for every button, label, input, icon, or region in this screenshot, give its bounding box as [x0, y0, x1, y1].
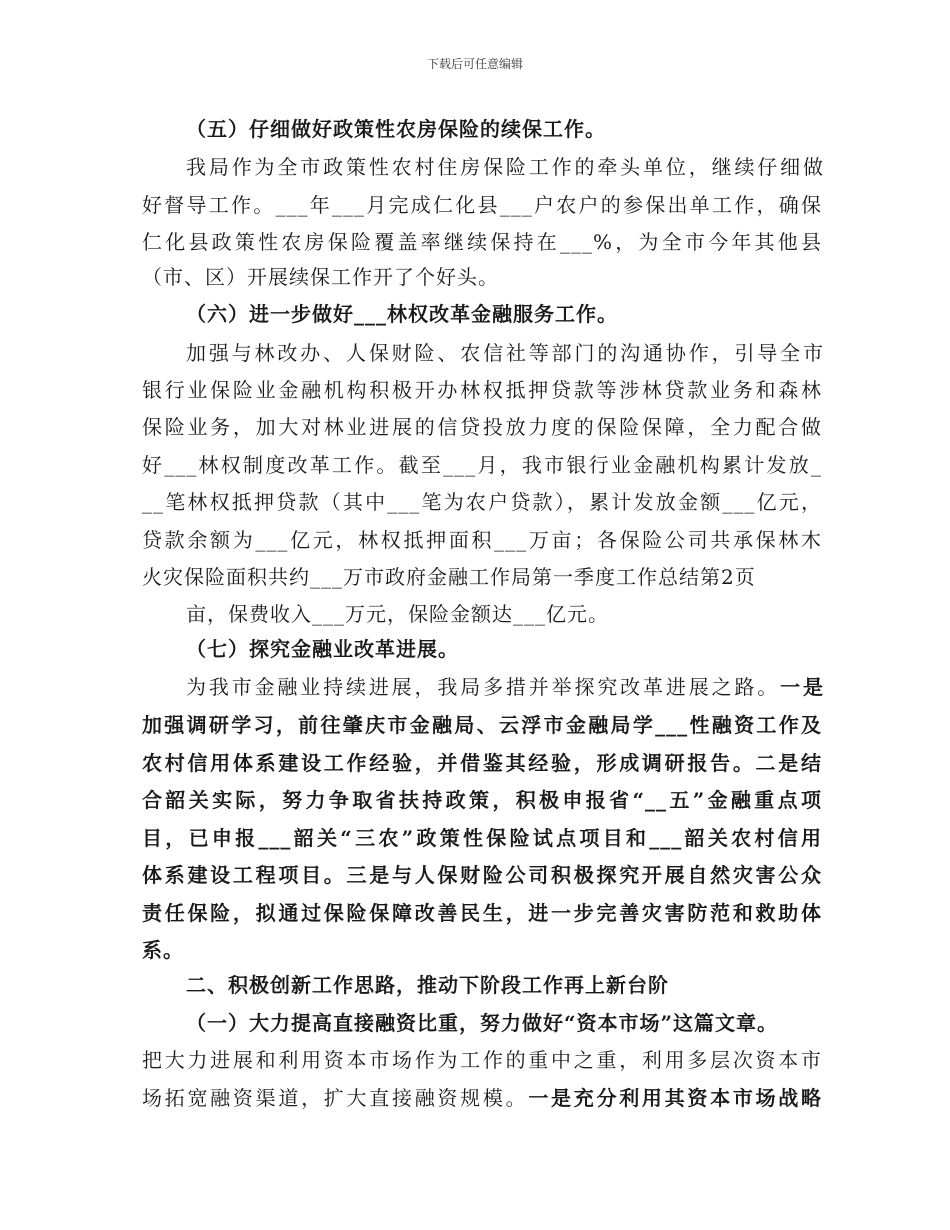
text-segment-bold: 一是充分利用其资本市场战略 — [528, 1086, 823, 1110]
text-segment: （五）仔细做好政策性农房保险的续保工作。 — [186, 117, 606, 141]
paragraph-line — [142, 1048, 822, 1072]
section-heading-2 — [186, 973, 826, 997]
paragraph-line — [142, 751, 822, 775]
text-segment: （七）探究金融业改革进展。 — [186, 637, 459, 661]
paragraph-line — [142, 193, 822, 217]
text-segment: 银行业保险业金融机构积极开办林权抵押贷款等涉林贷款业务和森林 — [142, 378, 822, 402]
paragraph-line — [142, 826, 822, 850]
text-segment: 系。 — [142, 938, 184, 962]
paragraph-line — [142, 901, 822, 925]
paragraph-line — [142, 938, 822, 962]
paragraph-line — [142, 453, 822, 477]
subsection-heading-1 — [186, 1011, 826, 1035]
section-heading-6 — [186, 302, 826, 326]
text-segment: 亩，保费收入___万元，保险金额达___亿元。 — [186, 602, 609, 626]
text-segment: 把大力进展和利用资本市场作为工作的重中之重，利用多层次资本市 — [142, 1048, 822, 1072]
paragraph-line — [142, 230, 822, 254]
paragraph-line — [142, 565, 822, 589]
paragraph-line — [186, 675, 824, 699]
text-segment: 保险业务，加大对林业进展的信贷投放力度的保险保障，全力配合做 — [142, 415, 822, 439]
page-header: 下载后可任意编辑 — [426, 57, 523, 71]
text-segment: 好督导工作。___年___月完成仁化县___户农户的参保出单工作，确保 — [142, 193, 822, 217]
paragraph-line — [142, 265, 822, 289]
text-segment: __笔林权抵押贷款（其中___笔为农户贷款），累计发放金额___亿元， — [142, 490, 822, 514]
text-segment: 体系建设工程项目。三是与人保财险公司积极探究开展自然灾害公众 — [142, 863, 822, 887]
text-segment: 场拓宽融资渠道，扩大直接融资规模。 — [142, 1086, 529, 1110]
text-segment: （市、区）开展续保工作开了个好头。 — [142, 265, 499, 289]
paragraph-line — [142, 490, 822, 514]
paragraph-line — [142, 528, 822, 552]
text-segment: 合韶关实际，努力争取省扶持政策，积极申报省“__五”金融重点项 — [142, 788, 822, 812]
text-segment: 加强调研学习，前往肇庆市金融局、云浮市金融局学___性融资工作及 — [142, 713, 822, 737]
text-segment: 责任保险，拟通过保险保障改善民生，进一步完善灾害防范和救助体 — [142, 901, 822, 925]
text-segment: 加强与林改办、人保财险、农信社等部门的沟通协作，引导全市 — [186, 341, 824, 365]
text-segment: 贷款余额为___亿元，林权抵押面积___万亩；各保险公司共承保林木 — [142, 528, 822, 552]
text-segment: 火灾保险面积共约___万市政府金融工作局第一季度工作总结第2页 — [142, 565, 756, 589]
text-segment: 我局作为全市政策性农村住房保险工作的牵头单位，继续仔细做 — [186, 155, 824, 179]
paragraph-line — [186, 341, 824, 365]
text-segment: 目，已申报___韶关“三农”政策性保险试点项目和___韶关农村信用 — [142, 826, 822, 850]
text-segment: （六）进一步做好___林权改革金融服务工作。 — [186, 302, 618, 326]
paragraph-line — [142, 713, 822, 737]
text-segment-bold: 一是 — [780, 675, 825, 699]
paragraph-line — [142, 788, 822, 812]
paragraph-line — [142, 378, 822, 402]
text-segment: 好___林权制度改革工作。截至___月，我市银行业金融机构累计发放_ — [142, 453, 822, 477]
section-heading-5 — [186, 117, 826, 141]
text-segment: （一）大力提高直接融资比重，努力做好“资本市场”这篇文章。 — [186, 1011, 779, 1035]
text-segment: 农村信用体系建设工作经验，并借鉴其经验，形成调研报告。二是结 — [142, 751, 822, 775]
paragraph-line — [142, 1086, 822, 1110]
paragraph-line — [142, 415, 822, 439]
paragraph-line — [186, 155, 824, 179]
paragraph-line — [142, 863, 822, 887]
paragraph-line — [186, 602, 826, 626]
text-segment: 仁化县政策性农房保险覆盖率继续保持在___%，为全市今年其他县 — [142, 230, 822, 254]
text-segment: 二、积极创新工作思路，推动下阶段工作再上新台阶 — [186, 973, 669, 997]
section-heading-7 — [186, 637, 826, 661]
text-segment: 为我市金融业持续进展，我局多措并举探究改革进展之路。 — [186, 675, 781, 699]
